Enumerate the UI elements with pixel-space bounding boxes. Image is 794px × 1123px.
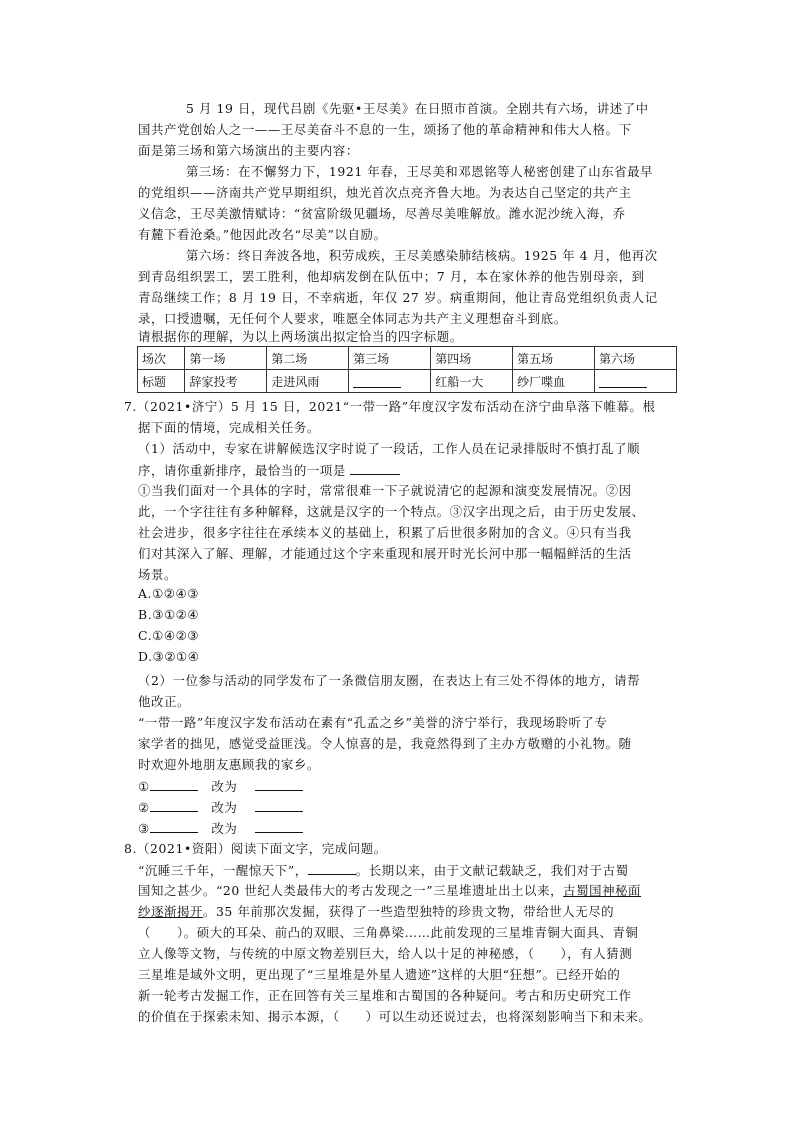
q8-passage-line: （ ）。硕大的耳朵、前凸的双眼、三角鼻梁……此前发现的三星堆青铜大面具、青铜 [138,925,639,940]
table-cell: 纱厂喋血 [513,370,595,393]
q8-passage-line: 纱逐渐揭开。35 年前那次发掘，获得了一些造型独特的珍贵文物，带给世人无尽的 [138,904,615,919]
q7-sentence-line: 此，一个字往往有多种解释，这就是汉字的一个特点。③汉字出现之后，由于历史发展、 [138,504,645,519]
table-cell: 第四场 [431,347,513,370]
correction-row-3: ③ 改为 [138,820,303,837]
underlined-phrase: 古蜀国神秘面 [563,883,642,898]
q8-passage-line: “沉睡三千年，一醒惊天下”， 。长期以来，由于文献记载缺乏，我们对于古蜀 [138,863,629,878]
underlined-phrase: 纱逐渐揭开 [138,904,203,919]
q8-passage-line: 的价值在于探索未知、揭示本源，（ ）可以生动还说过去，也将深刻影响当下和未来。 [138,1009,652,1024]
table-row [138,370,677,393]
q7-sentence-line: ①当我们面对一个具体的字时，常常很难一下子就说清它的起源和演变发展情况。②因 [138,483,632,498]
intro-line: 面是第三场和第六场演出的主要内容： [138,143,359,158]
scene3-line: 有麓下看沧桑。”他因此改名“尽美”以自励。 [138,227,387,242]
q8-passage-line: 立人像等文物，与传统的中原文物差别巨大，给人以十足的神秘感，（ ），有人猜测 [138,946,633,961]
question-7-header: 7.（2021•济宁）5 月 15 日，2021“一带一路”年度汉字发布活动在济宁曲阜落下帷幕。根 [124,399,656,414]
scene6-line: 到青岛组织罢工，罢工胜利，他却病发倒在队伍中；7 月，本在家休养的他告别母亲，到 [138,269,645,284]
scene3-line: 的党组织——济南共产党早期组织，烛光首次点亮齐鲁大地。为表达自己坚定的共产主 [138,185,632,200]
answer-blank[interactable] [353,375,401,388]
answer-blank[interactable] [255,778,303,791]
q8-passage-line: 新一轮考古发掘工作，正在回答有关三星堆和古蜀国的各种疑问。考古和历史研究工作 [138,988,632,1003]
task-prompt: 请根据你的理解，为以上两场演出拟定恰当的四字标题。 [138,329,463,344]
table-cell: 第五场 [513,347,595,370]
q7-part2-prompt: （2）一位参与活动的同学发布了一条微信朋友圈，在表达上有三处不得体的地方，请帮 [138,673,641,688]
table-cell: 红船一大 [431,370,513,393]
scene3-line: 义信念，王尽美激情赋诗：“贫富阶级见疆场，尽善尽美唯解放。潍水泥沙统入海，乔 [138,206,626,221]
q7-sentence-line: 场景。 [138,567,177,582]
q7-part2-prompt: 他改正。 [138,694,190,709]
option-b[interactable]: B.③①②④ [138,607,200,622]
q7-sentence-line: 社会进步，很多字往往在承续本义的基础上，积累了后世很多附加的含义。④只有当我 [138,525,632,540]
table-cell: 辞家投考 [185,370,267,393]
scene3-line: 第三场：在不懈努力下，1921 年春，王尽美和邓恩铭等人秘密创建了山东省最早 [186,164,654,179]
q7-part1-prompt: （1）活动中，专家在讲解候选汉字时说了一段话，工作人员在记录排版时不慎打乱了顺 [138,441,641,456]
answer-blank[interactable] [599,375,647,388]
q8-passage-line: 三星堆是域外文明，更出现了“三星堆是外星人遗迹”这样的大胆“狂想”。已经开始的 [138,967,621,982]
correction-row-1: ① 改为 [138,778,303,795]
correction-row-2: ② 改为 [138,799,303,816]
scene6-line: 第六场：终日奔波各地，积劳成疾，王尽美感染肺结核病。1925 年 4 月，他再次 [186,248,658,263]
q7-sentence-line: 们对其深入了解、理解，才能通过这个字来重现和展开时光长河中那一幅幅鲜活的生活 [138,546,632,561]
scene6-line: 青岛继续工作；8 月 19 日，不幸病逝，年仅 27 岁。病重期间，他让青岛党组织负责人记 [138,290,658,305]
intro-line: 国共产党创始人之一——王尽美奋斗不息的一生，颂扬了他的革命精神和伟大人格。下 [138,122,632,137]
table-row [138,347,677,370]
table-cell: 场次 [138,347,185,370]
scene6-answer-cell[interactable] [595,370,677,393]
table-cell: 第一场 [185,347,267,370]
wechat-post-line: 家学者的拙见，感觉受益匪浅。令人惊喜的是，我竟然得到了主办方敬赠的小礼物。随 [138,736,632,751]
answer-blank[interactable] [350,462,400,475]
question-7-header: 据下面的情境，完成相关任务。 [138,420,320,435]
answer-blank[interactable] [255,799,303,812]
question-8-header: 8.（2021•资阳）阅读下面文字，完成问题。 [124,841,387,856]
scene-title-table [137,346,677,393]
answer-blank[interactable] [308,862,356,875]
wechat-post-line: 时欢迎外地朋友惠顾我的家乡。 [138,757,320,772]
table-cell: 走进风雨 [267,370,349,393]
option-d[interactable]: D.③②①④ [138,649,200,664]
q7-part1-prompt: 序，请你重新排序，最恰当的一项是 [138,462,400,479]
q8-passage-line: 国知之甚少。“20 世纪人类最伟大的考古发现之一”三星堆遗址出土以来，古蜀国神秘面 [138,883,642,898]
answer-blank[interactable] [150,799,198,812]
table-cell: 第二场 [267,347,349,370]
answer-blank[interactable] [255,820,303,833]
answer-blank[interactable] [150,820,198,833]
scene3-answer-cell[interactable] [349,370,431,393]
wechat-post-line: “一带一路”年度汉字发布活动在素有“孔孟之乡”美誉的济宁举行，我现场聆听了专 [138,715,608,730]
table-cell: 第六场 [595,347,677,370]
option-a[interactable]: A.①②④③ [138,586,199,601]
answer-blank[interactable] [150,778,198,791]
intro-line: 5 月 19 日，现代吕剧《先驱•王尽美》在日照市首演。全剧共有六场，讲述了中 [186,101,649,116]
scene6-line: 录，口授遗嘱，无任何个人要求，唯愿全体同志为共产主义理想奋斗到底。 [138,311,567,326]
table-cell: 标题 [138,370,185,393]
option-c[interactable]: C.①④②③ [138,628,200,643]
table-cell: 第三场 [349,347,431,370]
